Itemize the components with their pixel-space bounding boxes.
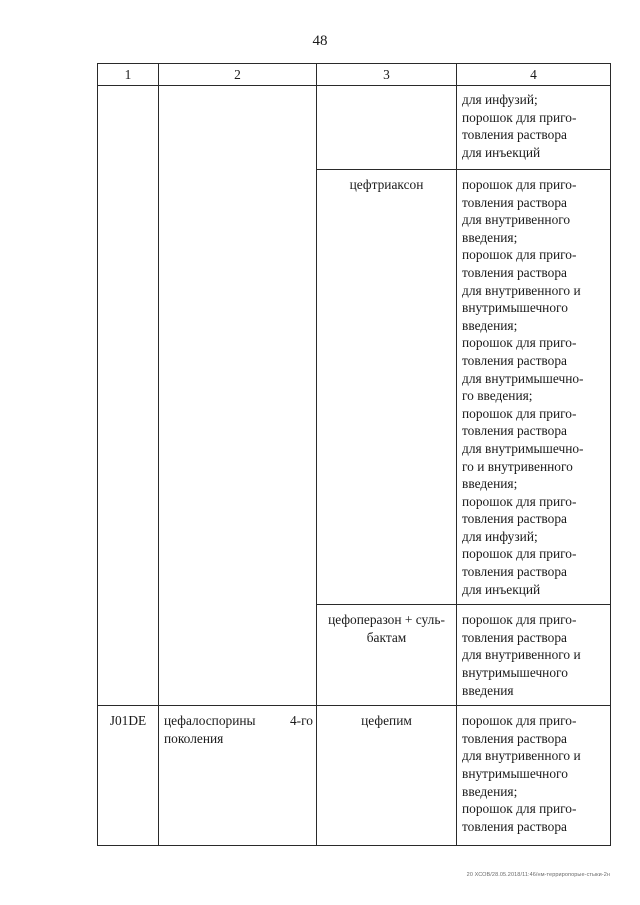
footer-stamp: 20 ХСОВ/28.05.2018/11:46/нм-терриропорые-стыки-2н <box>466 872 610 878</box>
drug-cell <box>317 605 457 706</box>
form-cell <box>457 170 611 605</box>
group-name-line1: цефалоспорины 4-го <box>164 713 313 729</box>
column-header: 3 <box>317 64 457 86</box>
column-header: 4 <box>457 64 611 86</box>
code-cell <box>98 706 159 846</box>
dosage-form-text: для инфузий; порошок для приго- товления раствора для инъекций <box>462 92 577 160</box>
column-header: 1 <box>98 64 159 86</box>
drug-name: цефепим <box>361 713 412 729</box>
drug-table <box>97 63 611 846</box>
group-cell <box>159 86 317 706</box>
form-cell <box>457 706 611 846</box>
table-header-row <box>98 64 611 86</box>
drug-name: цефоперазон + суль- бактам <box>328 612 445 645</box>
drug-name: цефтриаксон <box>349 177 424 192</box>
atc-code: J01DE <box>109 713 147 729</box>
group-cell <box>159 706 317 846</box>
group-name-line2: поколения <box>164 730 224 746</box>
dosage-form-text: порошок для приго- товления раствора для внутривенного и внутримышечного введения <box>462 612 581 698</box>
dosage-form-text: порошок для приго- товления раствора для внутривенного введения; порошок для приго- товления раствора для внутривенного и внутримышечного введения; порошок для приго- товления раствора для внутримышечно- го введения; порошок для приго- товления раствора для внутримышечно- го и внутривенного введения; порошок для приго- товления раствора для инфузий; порошок для приго- товления раствора для инъекций <box>462 177 584 597</box>
table-row <box>98 86 611 170</box>
drug-cell <box>317 706 457 846</box>
form-cell <box>457 86 611 170</box>
drug-cell <box>317 86 457 170</box>
code-cell <box>98 86 159 706</box>
dosage-form-text: порошок для приго- товления раствора для внутривенного и внутримышечного введения; порошок для приго- товления раствора <box>462 713 581 834</box>
table-row <box>98 706 611 846</box>
form-cell <box>457 605 611 706</box>
page-number: 48 <box>312 33 328 49</box>
drug-cell <box>317 170 457 605</box>
column-header: 2 <box>159 64 317 86</box>
